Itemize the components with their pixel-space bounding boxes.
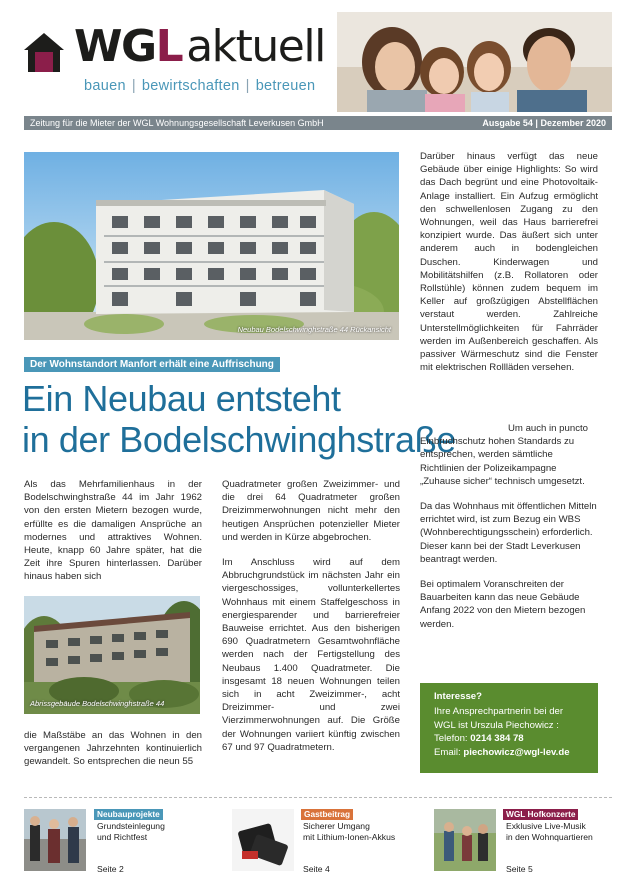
article-column-1 xyxy=(24,478,202,596)
contact-email[interactable]: Email: piechowicz@wgl-lev.de xyxy=(434,746,570,758)
article-column-3 xyxy=(420,150,598,386)
body-paragraph: die Maßstäbe an das Wohnen in den vergangenen Jahrzehnten kontinuierlich gewandelt. So entsprechen die neun 55 xyxy=(24,730,202,768)
family-photo xyxy=(337,12,612,112)
body-paragraph: Da das Wohnhaus mit öffentlichen Mitteln errichtet wird, ist zum Bezug ein WBS (Wohnberechtigungsschein) erforderlich. Dieser kann bei der Stadt Leverkusen beantragt werden. xyxy=(420,501,597,565)
contact-phone: Telefon: 0214 384 78 xyxy=(434,733,524,745)
teaser-tag-hofkonzerte[interactable]: WGL Hofkonzerte xyxy=(503,809,578,820)
contact-heading: Interesse? xyxy=(434,691,482,702)
article-column-3-security xyxy=(420,422,598,643)
teaser-text[interactable]: Exklusive Live-Musik in den Wohnquartieren xyxy=(506,821,593,842)
teaser-image-construction[interactable] xyxy=(24,809,86,871)
body-paragraph: Als das Mehrfamilienhaus in der Bodelschwinghstraße 44 im Jahr 1962 von den ersten Mietern bezogen wurde, erfüllte es die damaligen Ansprüche an modernes und attraktives Wohnen. Heute, knapp 60 Jahre später, hat die Zeit ihre Spuren hinterlassen. Darüber hinaus haben sich xyxy=(24,479,202,583)
article-headline: Ein Neubau entsteht in der Bodelschwinghstraße xyxy=(22,378,456,460)
old-building-photo xyxy=(24,596,200,714)
old-building-caption: Abrissgebäude Bodelschwinghstraße 44 xyxy=(30,699,165,708)
brand-logo: WGLaktuell xyxy=(74,21,325,72)
tagline: bauen | bewirtschaften | betreuen xyxy=(84,78,316,94)
footer-divider xyxy=(24,797,612,798)
teaser-text[interactable]: Grundsteinlegung und Richtfest xyxy=(97,821,165,842)
teaser-text[interactable]: Sicherer Umgang mit Lithium-Ionen-Akkus xyxy=(303,821,396,842)
hero-building-image xyxy=(24,152,399,340)
contact-box xyxy=(420,683,598,773)
body-paragraph: Bei optimalem Voranschreiten der Bauarbeiten kann das neue Gebäude Anfang 2022 von den Mietern bezogen werden. xyxy=(420,579,586,630)
body-paragraph: Quadratmeter großen Zweizimmer- und die drei 64 Quadratmeter großen Dreizimmerwohnungen nicht mehr den heutigen Ansprüchen potenzieller Mieter und werden in Kürze abgebrochen. xyxy=(222,479,400,543)
body-paragraph: Um auch in puncto Einbruchschutz hohen Standards zu entsprechen, werden sämtliche Richtlinien der Polizeikampagne „Zuhause sicher“ technisch umgesetzt. xyxy=(420,423,588,487)
article-column-2 xyxy=(222,478,400,766)
issue-info: Ausgabe 54 | Dezember 2020 xyxy=(482,118,606,128)
teaser-page[interactable]: Seite 4 xyxy=(303,864,330,874)
teaser-image-battery[interactable] xyxy=(232,809,294,871)
body-paragraph: Im Anschluss wird auf dem Abbruchgrundstück im nächsten Jahr ein viergeschossiges, vollunterkellertes Wohnhaus mit einem Staffelgeschoss in energiesparender und barrierefreier Bauweise errichtet. Aus den bisherigen 690 Quadratmetern Gesamtwohnfläche werden nach der Fertigstellung des Neubaus 1.400 Quadratmeter. Die insgesamt 18 neuen Wohnungen teilen sich in acht Zweizimmer-, acht Dreizimmer- und zwei Vierzimmerwohnungen auf. Die Größe der Wohnungen variiert künftig zwischen 67 und 97 Quadratmetern. xyxy=(222,557,400,753)
hero-caption: Neubau Bodelschwinghstraße 44 Rückansicht xyxy=(237,325,391,334)
contact-text: Ihre Ansprechpartnerin bei der WGL ist Urszula Piechowicz : xyxy=(434,706,564,731)
teaser-image-concert[interactable] xyxy=(434,809,496,871)
body-paragraph: Darüber hinaus verfügt das neue Gebäude über einige Highlights: So wird das Dach begrünt und eine Photovoltaik-Anlage installiert. Ein Aufzug ermöglicht den schwellenlosen Zugang zu den Wohnungen, weil das Haus barrierefrei konzipiert wurde. Das äußert sich unter anderem auch in bodengleichen Duschen. Kinderwagen und Mobilitätshilfen (z.B. Rollatoren oder Rollstühle) können zudem bequem im Keller auf großzügigen Abstellflächen verstaut werden. Zahlreiche Unterstellmöglichkeiten für Fahrräder werden im Außenbereich geschaffen. Als passiver Wärmeschutz sind die Fenster mit elektrischen Rollläden versehen. xyxy=(420,151,598,374)
subtitle-bar xyxy=(24,116,612,130)
logo-house-icon xyxy=(22,30,66,74)
article-kicker: Der Wohnstandort Manfort erhält eine Auffrischung xyxy=(24,357,280,372)
teaser-tag-gastbeitrag[interactable]: Gastbeitrag xyxy=(301,809,353,820)
publication-subtitle: Zeitung für die Mieter der WGL Wohnungsgesellschaft Leverkusen GmbH xyxy=(30,118,324,128)
teaser-page[interactable]: Seite 2 xyxy=(97,864,124,874)
teaser-tag-neubauprojekte[interactable]: Neubauprojekte xyxy=(94,809,163,820)
article-column-1-continued xyxy=(24,729,202,781)
teaser-page[interactable]: Seite 5 xyxy=(506,864,533,874)
